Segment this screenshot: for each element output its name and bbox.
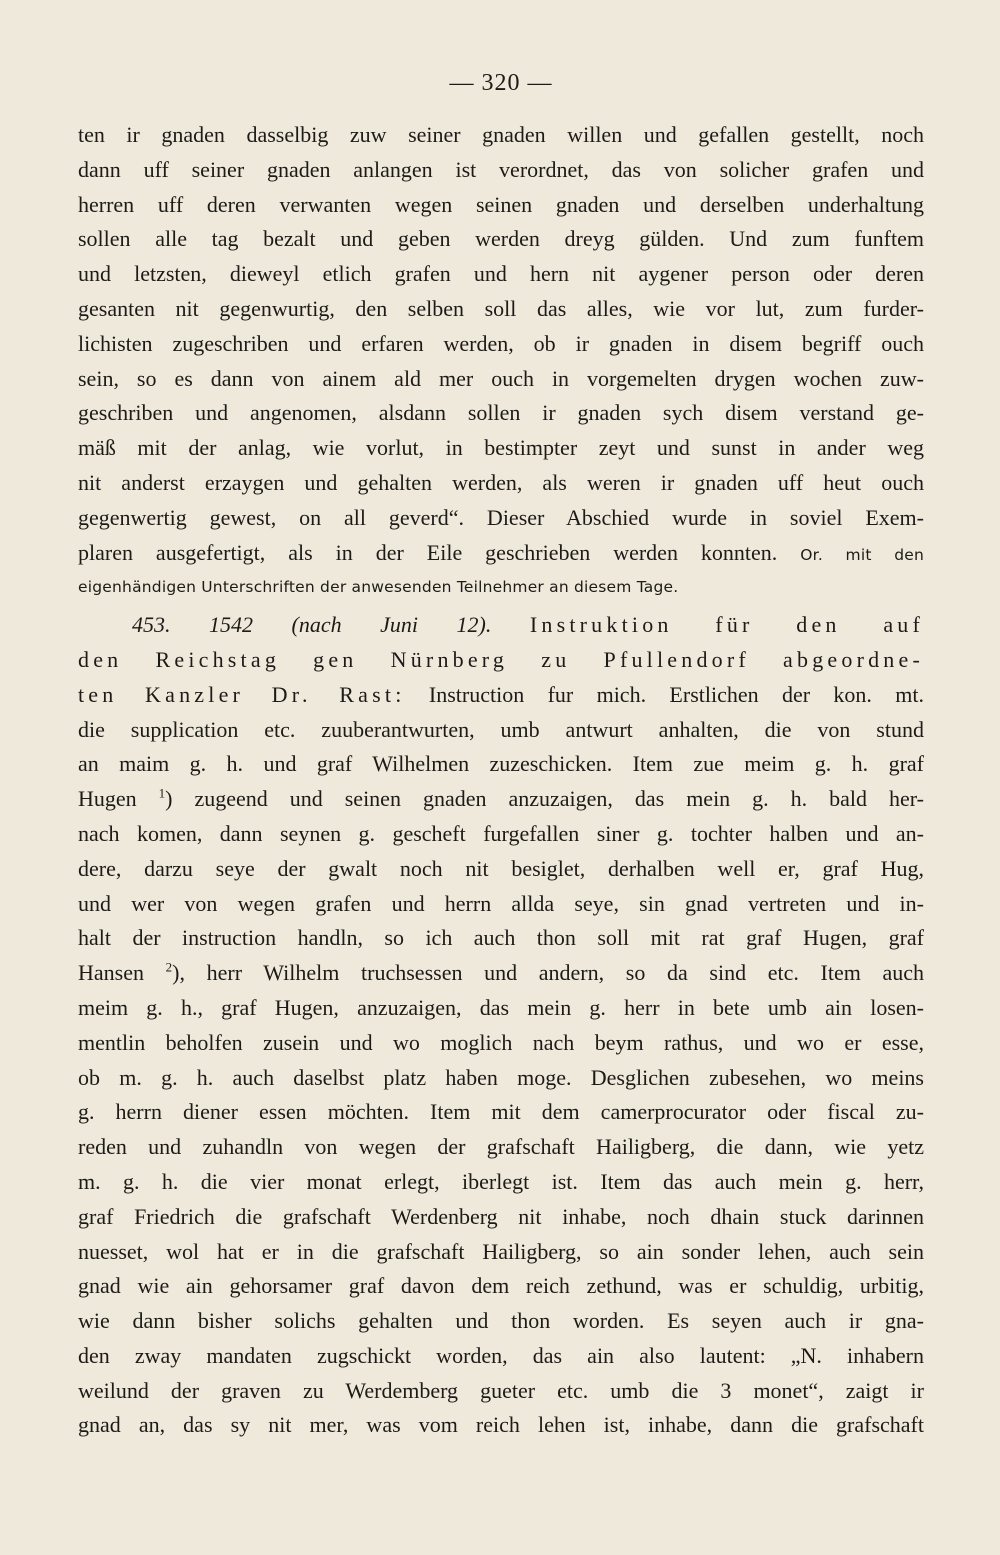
text-line: den zway mandaten zugschickt worden, das ain also lautent: „N. inhabern	[78, 1342, 924, 1368]
source-note: eigenhändigen Unterschriften der anwesenden Teilnehmer an diesem Tage.	[78, 578, 679, 597]
entry-title: den Reichstag gen Nürnberg zu Pfullendorf abgeordne-	[78, 646, 924, 672]
text-line: nit anderst erzaygen und gehalten werden, als weren ir gnaden uff heut ouch	[78, 469, 924, 495]
text-line: an maim g. h. und graf Wilhelmen zuzeschicken. Item zue meim g. h. graf	[78, 751, 924, 777]
text-line: halt der instruction handln, so ich auch thon soll mit rat graf Hugen, graf	[78, 925, 924, 951]
text-line: m. g. h. die vier monat erlegt, iberlegt ist. Item das auch mein g. herr,	[78, 1168, 924, 1194]
text-line: g. herrn diener essen möchten. Item mit dem camerprocurator oder fiscal zu-	[78, 1099, 924, 1125]
footnote-marker: 1	[158, 785, 166, 801]
text-line	[78, 678, 924, 713]
text-line: reden und zuhandln von wegen der grafschaft Hailigberg, die dann, wie yetz	[78, 1134, 924, 1160]
text-line	[78, 536, 924, 571]
text-line: geschriben und angenomen, alsdann sollen ir gnaden sych disem verstand ge-	[78, 400, 924, 426]
text-line: wie dann bisher solichs gehalten und thon worden. Es seyen auch ir gna-	[78, 1308, 924, 1334]
text-line: gnad wie ain gehorsamer graf davon dem reich zethund, was er schuldig, urbitig,	[78, 1273, 924, 1299]
entry-number: 453.	[132, 612, 171, 638]
text-line: meim g. h., graf Hugen, anzuzaigen, das mein g. herr in bete umb ain losen-	[78, 994, 924, 1020]
text-segment: ), herr Wilhelm truchsessen und andern, so da sind etc. Item auch	[172, 960, 924, 986]
text-line: dann uff seiner gnaden anlangen ist verordnet, das von solicher grafen und	[78, 156, 924, 182]
entry-heading-line	[78, 608, 924, 643]
text-line: gnad an, das sy nit mer, was vom reich lehen ist, inhabe, dann die grafschaft	[78, 1412, 924, 1438]
text-line: sollen alle tag bezalt und geben werden dreyg gülden. Und zum funftem	[78, 226, 924, 252]
paragraph-continuation	[78, 118, 924, 605]
text-line: und wer von wegen grafen und herrn allda seye, sin gnad vertreten und in-	[78, 890, 924, 916]
text-line: mentlin beholfen zusein und wo moglich nach beym rathus, und wo er esse,	[78, 1029, 924, 1055]
source-note: Or. mit den	[800, 545, 924, 564]
entry-date: 1542 (nach Juni 12).	[209, 612, 492, 638]
page-number: — 320 —	[449, 70, 553, 96]
entry-title: Instruktion für den auf	[529, 612, 924, 638]
text-line: weilund der graven zu Werdemberg gueter etc. umb die 3 monet“, zaigt ir	[78, 1377, 924, 1403]
text-line: dere, darzu seye der gwalt noch nit besiglet, derhalben well er, graf Hug,	[78, 855, 924, 881]
text-segment: Hansen	[78, 960, 144, 986]
text-line: nach komen, dann seynen g. gescheft furgefallen siner g. tochter halben und an-	[78, 820, 924, 846]
text-line: die supplication etc. zuuberantwurten, umb antwurt anhalten, die von stund	[78, 716, 924, 742]
text-segment: Hugen	[78, 786, 137, 812]
text-line: sein, so es dann von ainem ald mer ouch in vorgemelten drygen wochen zuw-	[78, 365, 924, 391]
text-line: gegenwertig gewest, on all geverd“. Dieser Abschied wurde in soviel Exem-	[78, 504, 924, 530]
text-line: ten ir gnaden dasselbig zuw seiner gnaden willen und gefallen gestellt, noch	[78, 122, 924, 147]
text-line	[78, 782, 924, 817]
entry-453	[78, 608, 924, 1443]
text-line: gesanten nit gegenwurtig, den selben soll das alles, wie vor lut, zum furder-	[78, 295, 924, 321]
text-line	[78, 956, 924, 991]
text-line: graf Friedrich die grafschaft Werdenberg nit inhabe, noch dhain stuck darinnen	[78, 1203, 924, 1229]
text-segment: Instruction fur mich. Erstlichen der kon. mt.	[428, 681, 924, 707]
text-line: ob m. g. h. auch daselbst platz haben moge. Desglichen zubesehen, wo meins	[78, 1064, 924, 1090]
text-line: mäß mit der anlag, wie vorlut, in bestimpter zeyt und sunst in ander weg	[78, 435, 924, 461]
text-line: herren uff deren verwanten wegen seinen gnaden und derselben underhaltung	[78, 191, 924, 217]
footnote-marker: 2	[165, 959, 173, 975]
text-segment: plaren ausgefertigt, als in der Eile geschrieben werden konnten.	[78, 539, 778, 565]
text-line: und letzsten, dieweyl etlich grafen und hern nit aygener person oder deren	[78, 261, 924, 287]
entry-title: ten Kanzler Dr. Rast:	[78, 681, 406, 707]
text-line: lichisten zugeschriben und erfaren werden, ob ir gnaden in disem begriff ouch	[78, 330, 924, 356]
text-segment: ) zugeend und seinen gnaden anzuzaigen, das mein g. h. bald her-	[165, 786, 924, 812]
text-line: nuesset, wol hat er in die grafschaft Hailigberg, so ain sonder lehen, auch sein	[78, 1238, 924, 1264]
